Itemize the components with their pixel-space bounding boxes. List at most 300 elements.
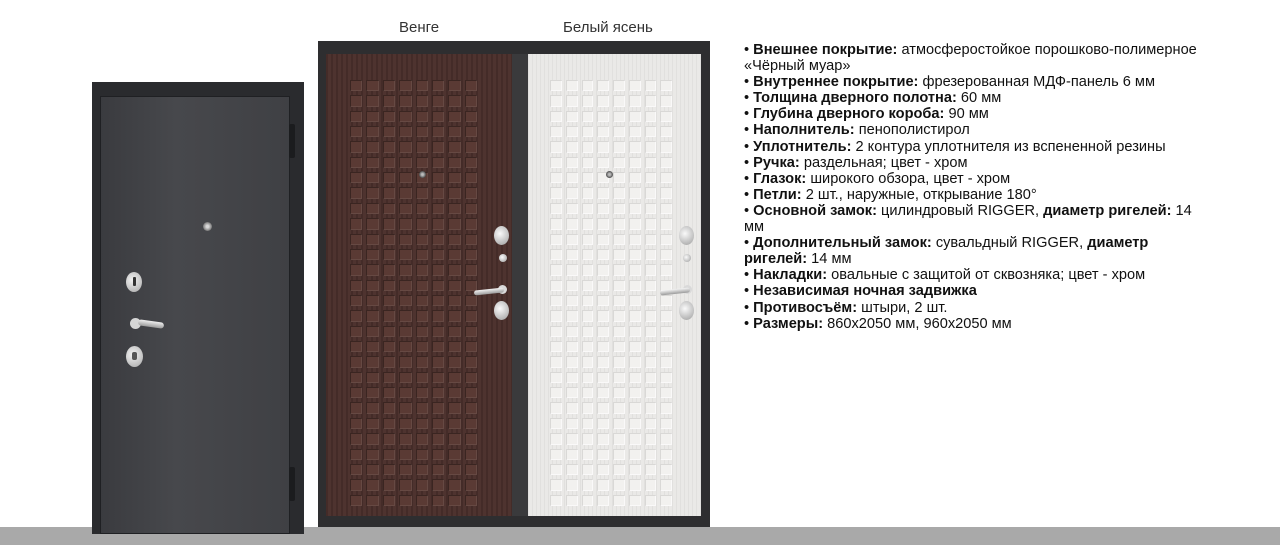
milled-square (416, 187, 428, 198)
milled-square (645, 234, 657, 245)
milled-square (629, 310, 641, 321)
milled-square (629, 387, 641, 398)
milled-square (597, 449, 609, 460)
milled-square (432, 141, 444, 152)
milled-square (645, 280, 657, 291)
milled-square (660, 356, 672, 367)
milled-square (432, 326, 444, 337)
milled-square (416, 387, 428, 398)
milled-square (660, 218, 672, 229)
milled-square (566, 280, 578, 291)
milled-square (629, 157, 641, 168)
milled-square (366, 203, 378, 214)
milled-square (383, 449, 395, 460)
milled-square (366, 249, 378, 260)
milled-square (629, 295, 641, 306)
spec-item: • Ручка: раздельная; цвет - хром (744, 154, 968, 171)
milled-square (582, 326, 594, 337)
milled-square (629, 95, 641, 106)
milled-square (383, 479, 395, 490)
milled-square (416, 449, 428, 460)
milled-square (645, 295, 657, 306)
milled-square (383, 372, 395, 383)
milled-square (416, 418, 428, 429)
milled-square (582, 402, 594, 413)
milled-square (383, 80, 395, 91)
milled-square (366, 141, 378, 152)
milled-square (645, 141, 657, 152)
spec-item: • Внутреннее покрытие: фрезерованная МДФ-панель 6 мм (744, 74, 1155, 91)
milled-square (416, 464, 428, 475)
milled-square (566, 495, 578, 506)
milled-square (629, 264, 641, 275)
milled-square (566, 187, 578, 198)
milled-square (582, 172, 594, 183)
milled-square (629, 495, 641, 506)
milled-square (550, 95, 562, 106)
milled-square (645, 264, 657, 275)
milled-square (582, 341, 594, 352)
milled-square (383, 464, 395, 475)
milled-square (582, 295, 594, 306)
milled-square (660, 95, 672, 106)
milled-square (383, 218, 395, 229)
milled-square (432, 249, 444, 260)
milled-square (366, 449, 378, 460)
milled-square (550, 172, 562, 183)
milled-square (613, 464, 625, 475)
peephole-icon (606, 171, 613, 178)
milled-square (660, 387, 672, 398)
milled-square (582, 310, 594, 321)
milled-square (465, 310, 477, 321)
milled-square (597, 111, 609, 122)
spec-item: • Уплотнитель: 2 контура уплотнителя из вспененной резины (744, 138, 1166, 155)
milled-square (582, 126, 594, 137)
milled-square (448, 141, 460, 152)
milled-square (597, 372, 609, 383)
milled-square (550, 402, 562, 413)
thumb-turn-icon (494, 226, 509, 245)
milled-square (465, 433, 477, 444)
milled-square (366, 280, 378, 291)
milled-square (465, 95, 477, 106)
lock-cover-icon (494, 301, 509, 320)
milled-square (448, 249, 460, 260)
milled-square (566, 249, 578, 260)
peephole-icon (419, 171, 426, 178)
milled-square (465, 172, 477, 183)
milled-square (582, 234, 594, 245)
spec-item: • Внешнее покрытие: атмосферостойкое порошково-полимерное «Чёрный муар» (744, 42, 1197, 75)
milled-square (645, 111, 657, 122)
milled-square (660, 264, 672, 275)
milled-square (432, 449, 444, 460)
milled-square (613, 264, 625, 275)
milled-square (383, 172, 395, 183)
milled-square (366, 464, 378, 475)
milled-square (582, 449, 594, 460)
milled-square (448, 495, 460, 506)
milled-square (597, 203, 609, 214)
milled-square (613, 157, 625, 168)
finish-label-wenge: Венге (399, 19, 440, 36)
milled-square (350, 218, 362, 229)
milled-square (383, 141, 395, 152)
milled-square (383, 111, 395, 122)
milled-square (432, 280, 444, 291)
milled-square (660, 433, 672, 444)
milled-square (448, 356, 460, 367)
milled-square (629, 80, 641, 91)
milled-square (629, 126, 641, 137)
milled-square (366, 218, 378, 229)
milled-square (366, 172, 378, 183)
milled-square (613, 372, 625, 383)
milled-square (550, 495, 562, 506)
milled-square (350, 249, 362, 260)
milled-square (660, 418, 672, 429)
milled-square (448, 187, 460, 198)
milled-square (660, 479, 672, 490)
milled-square (366, 126, 378, 137)
milled-square (645, 187, 657, 198)
milled-square (645, 479, 657, 490)
milled-square (465, 157, 477, 168)
milled-square (416, 249, 428, 260)
milled-square (550, 126, 562, 137)
milled-square (645, 341, 657, 352)
milled-square (465, 126, 477, 137)
milled-square (399, 356, 411, 367)
night-latch-icon (499, 254, 507, 262)
milled-square (629, 187, 641, 198)
milled-square (399, 111, 411, 122)
milled-square (582, 356, 594, 367)
milled-square (383, 280, 395, 291)
milled-square (399, 141, 411, 152)
night-latch-icon (683, 254, 691, 262)
milled-square (660, 172, 672, 183)
milled-square (613, 402, 625, 413)
milled-square (399, 80, 411, 91)
milled-square (597, 295, 609, 306)
milled-square (582, 203, 594, 214)
milled-square (645, 387, 657, 398)
milled-square (399, 433, 411, 444)
milled-square (660, 234, 672, 245)
milled-square (383, 295, 395, 306)
spec-item: • Накладки: овальные с защитой от сквозняка; цвет - хром (744, 267, 1146, 284)
milled-square (645, 356, 657, 367)
finish-label-ash: Белый ясень (563, 19, 653, 36)
milled-square (582, 218, 594, 229)
milled-square (350, 418, 362, 429)
milled-square (366, 418, 378, 429)
panel-divider (512, 54, 528, 516)
milled-square (550, 326, 562, 337)
milled-square (416, 402, 428, 413)
milled-square (597, 218, 609, 229)
milled-square (416, 126, 428, 137)
milled-square (350, 264, 362, 275)
milled-square (350, 80, 362, 91)
milled-square (597, 341, 609, 352)
milled-square (432, 464, 444, 475)
milled-square (613, 187, 625, 198)
milled-square (432, 126, 444, 137)
milled-square (550, 418, 562, 429)
milled-square (383, 249, 395, 260)
milled-square (566, 218, 578, 229)
milled-square (582, 280, 594, 291)
milled-square (448, 464, 460, 475)
milled-square (416, 495, 428, 506)
milled-square (399, 387, 411, 398)
milled-square (660, 111, 672, 122)
milled-square (366, 295, 378, 306)
milled-square (582, 433, 594, 444)
milled-square (448, 402, 460, 413)
milled-square (566, 449, 578, 460)
milled-square (432, 264, 444, 275)
panel-ash (528, 54, 701, 516)
milled-square (448, 326, 460, 337)
milled-square (350, 387, 362, 398)
milled-square (660, 341, 672, 352)
milled-pattern-ash (550, 80, 672, 506)
milled-square (550, 464, 562, 475)
milled-square (399, 187, 411, 198)
milled-square (597, 126, 609, 137)
milled-square (597, 280, 609, 291)
milled-square (465, 449, 477, 460)
milled-square (597, 418, 609, 429)
milled-square (432, 387, 444, 398)
milled-square (416, 356, 428, 367)
milled-square (416, 218, 428, 229)
milled-square (550, 249, 562, 260)
milled-square (465, 111, 477, 122)
milled-square (629, 172, 641, 183)
milled-square (645, 126, 657, 137)
milled-square (350, 464, 362, 475)
milled-square (416, 341, 428, 352)
main-lock-icon (126, 272, 142, 292)
milled-square (550, 203, 562, 214)
milled-square (465, 264, 477, 275)
milled-square (366, 111, 378, 122)
milled-square (366, 387, 378, 398)
milled-square (448, 295, 460, 306)
milled-square (645, 157, 657, 168)
milled-square (566, 387, 578, 398)
milled-square (416, 433, 428, 444)
milled-square (432, 372, 444, 383)
milled-square (566, 326, 578, 337)
milled-square (383, 387, 395, 398)
milled-square (629, 464, 641, 475)
milled-square (448, 387, 460, 398)
milled-square (465, 372, 477, 383)
spec-list (744, 42, 1214, 332)
milled-square (597, 234, 609, 245)
milled-square (432, 111, 444, 122)
milled-square (465, 80, 477, 91)
milled-square (366, 80, 378, 91)
milled-square (550, 157, 562, 168)
milled-square (629, 479, 641, 490)
milled-square (645, 418, 657, 429)
milled-square (660, 141, 672, 152)
milled-square (645, 95, 657, 106)
milled-square (629, 203, 641, 214)
milled-square (432, 356, 444, 367)
milled-square (629, 249, 641, 260)
milled-square (613, 203, 625, 214)
milled-square (645, 464, 657, 475)
milled-square (432, 157, 444, 168)
milled-square (465, 187, 477, 198)
milled-square (613, 141, 625, 152)
milled-square (350, 326, 362, 337)
milled-square (597, 95, 609, 106)
milled-square (645, 372, 657, 383)
milled-square (660, 157, 672, 168)
milled-square (432, 95, 444, 106)
milled-square (645, 310, 657, 321)
spec-item: • Противосъём: штыри, 2 шт. (744, 299, 948, 316)
milled-pattern-wenge (350, 80, 477, 506)
milled-square (399, 310, 411, 321)
milled-square (399, 249, 411, 260)
milled-square (660, 449, 672, 460)
milled-square (350, 310, 362, 321)
milled-square (629, 218, 641, 229)
milled-square (448, 449, 460, 460)
hinge-top-icon (289, 124, 295, 158)
milled-square (432, 187, 444, 198)
milled-square (465, 495, 477, 506)
milled-square (366, 187, 378, 198)
milled-square (566, 356, 578, 367)
milled-square (566, 111, 578, 122)
milled-square (366, 234, 378, 245)
milled-square (582, 479, 594, 490)
milled-square (550, 387, 562, 398)
milled-square (613, 326, 625, 337)
milled-square (448, 80, 460, 91)
spec-item: • Наполнитель: пенополистирол (744, 122, 970, 139)
milled-square (597, 387, 609, 398)
milled-square (629, 356, 641, 367)
milled-square (566, 341, 578, 352)
milled-square (465, 418, 477, 429)
milled-square (550, 433, 562, 444)
milled-square (465, 280, 477, 291)
panel-wenge (326, 54, 512, 516)
milled-square (629, 372, 641, 383)
milled-square (350, 280, 362, 291)
milled-square (465, 402, 477, 413)
milled-square (416, 141, 428, 152)
milled-square (465, 326, 477, 337)
milled-square (660, 402, 672, 413)
hinge-bottom-icon (289, 467, 295, 501)
milled-square (597, 249, 609, 260)
milled-square (660, 295, 672, 306)
milled-square (416, 326, 428, 337)
milled-square (613, 433, 625, 444)
milled-square (566, 479, 578, 490)
milled-square (645, 495, 657, 506)
milled-square (399, 418, 411, 429)
milled-square (350, 356, 362, 367)
milled-square (448, 172, 460, 183)
milled-square (629, 433, 641, 444)
peephole-icon (203, 222, 212, 231)
milled-square (416, 234, 428, 245)
milled-square (383, 126, 395, 137)
milled-square (448, 418, 460, 429)
milled-square (383, 495, 395, 506)
milled-square (432, 295, 444, 306)
milled-square (448, 157, 460, 168)
milled-square (416, 95, 428, 106)
milled-square (582, 141, 594, 152)
milled-square (399, 402, 411, 413)
milled-square (383, 418, 395, 429)
milled-square (550, 218, 562, 229)
milled-square (582, 264, 594, 275)
milled-square (613, 495, 625, 506)
milled-square (629, 418, 641, 429)
milled-square (366, 433, 378, 444)
milled-square (660, 126, 672, 137)
milled-square (416, 295, 428, 306)
milled-square (660, 464, 672, 475)
milled-square (399, 218, 411, 229)
milled-square (613, 280, 625, 291)
milled-square (613, 449, 625, 460)
spec-item: • Размеры: 860х2050 мм, 960х2050 мм (744, 315, 1012, 332)
milled-square (465, 356, 477, 367)
milled-square (399, 495, 411, 506)
milled-square (550, 111, 562, 122)
milled-square (399, 449, 411, 460)
milled-square (613, 80, 625, 91)
milled-square (350, 95, 362, 106)
milled-square (350, 402, 362, 413)
milled-square (645, 449, 657, 460)
milled-square (550, 310, 562, 321)
milled-square (660, 80, 672, 91)
inner-door-frame (318, 41, 710, 527)
milled-square (432, 341, 444, 352)
milled-square (566, 372, 578, 383)
milled-square (350, 449, 362, 460)
milled-square (550, 280, 562, 291)
milled-square (350, 157, 362, 168)
milled-square (350, 295, 362, 306)
milled-square (399, 479, 411, 490)
milled-square (629, 341, 641, 352)
milled-square (645, 402, 657, 413)
milled-square (582, 418, 594, 429)
milled-square (383, 341, 395, 352)
milled-square (550, 341, 562, 352)
milled-square (465, 387, 477, 398)
